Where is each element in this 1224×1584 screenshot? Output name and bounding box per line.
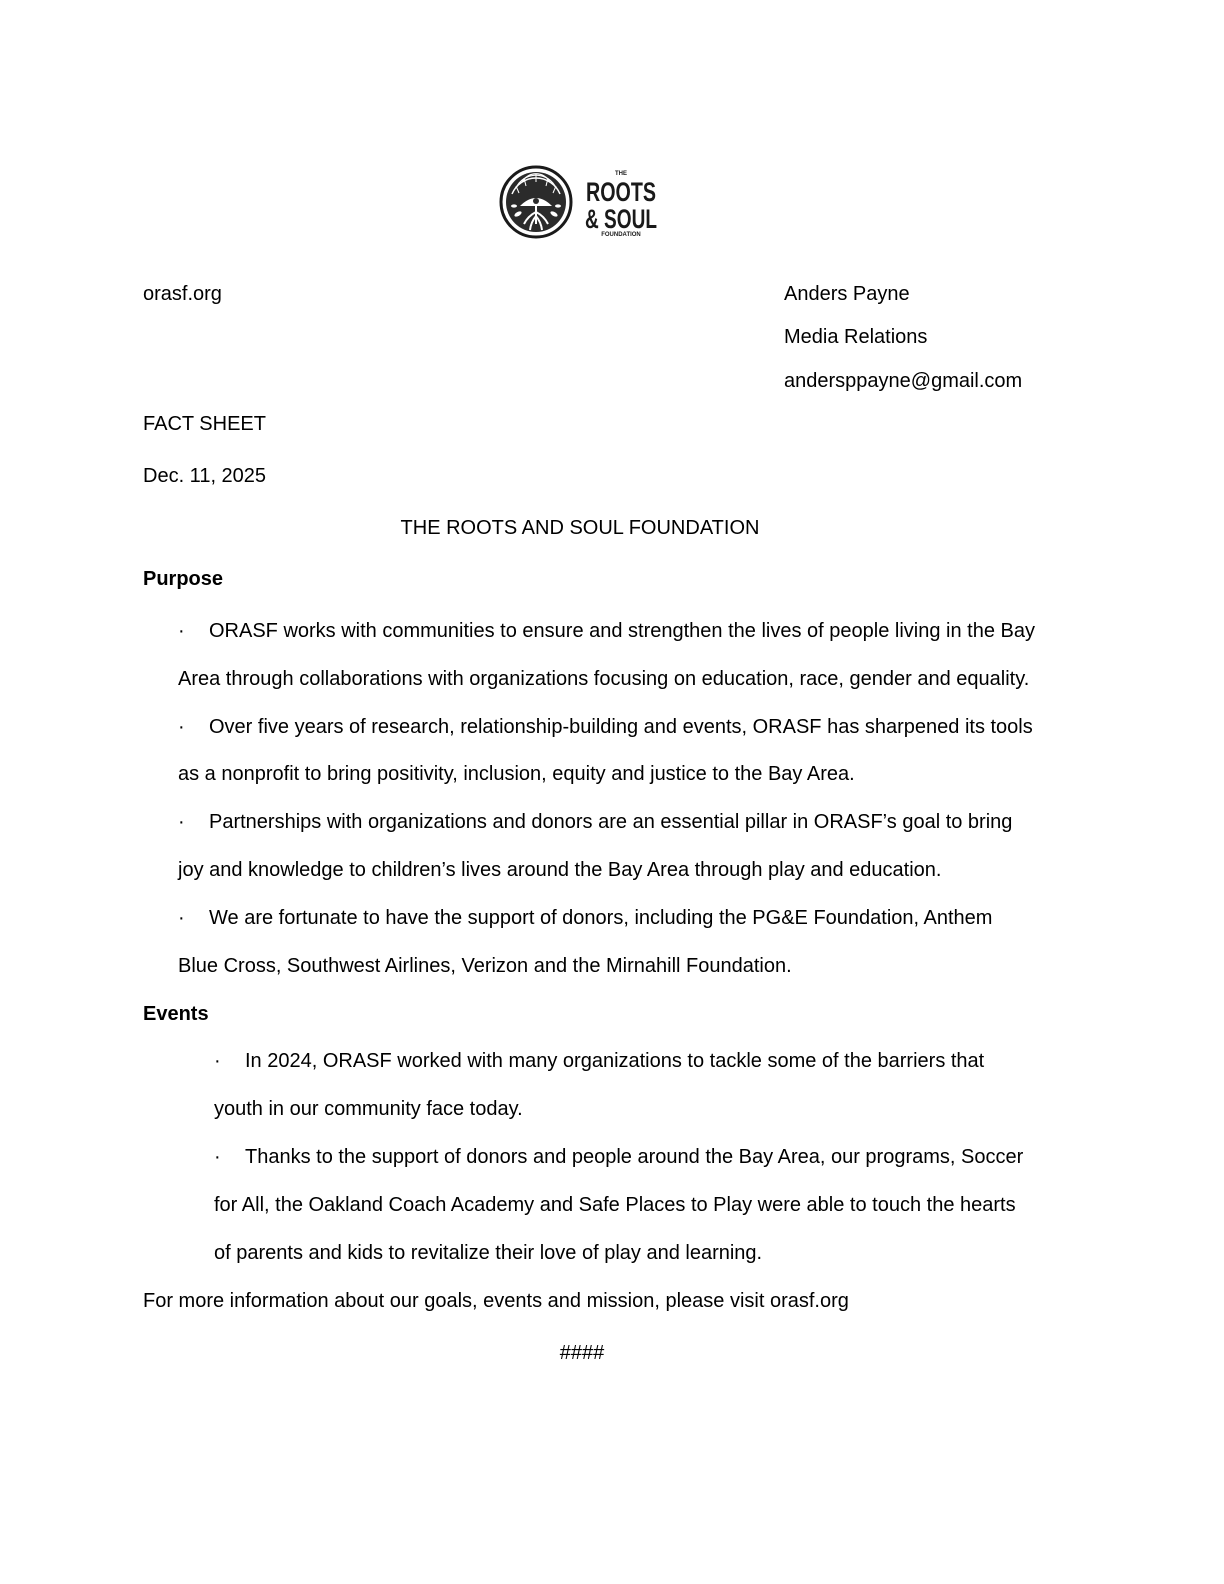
doc-date: Dec. 11, 2025	[143, 465, 267, 487]
purpose-item-1: · ORASF works with communities to ensure and strengthen the lives of people living in the Bay	[178, 620, 1035, 642]
doc-title: THE ROOTS AND SOUL FOUNDATION	[400, 517, 760, 539]
purpose-item-2-cont: as a nonprofit to bring positivity, inclusion, equity and justice to the Bay Area.	[178, 763, 855, 785]
contact-name: Anders Payne	[784, 283, 910, 305]
purpose-heading: Purpose	[143, 568, 224, 590]
website-link[interactable]: orasf.org	[143, 283, 222, 305]
purpose-item-4: · We are fortunate to have the support of donors, including the PG&E Foundation, Anthem	[178, 907, 993, 929]
doc-type: FACT SHEET	[143, 413, 266, 435]
svg-text:& SOUL: & SOUL	[585, 204, 657, 234]
svg-text:THE: THE	[615, 171, 627, 177]
events-item-1-cont: youth in our community face today.	[214, 1098, 523, 1120]
events-heading: Events	[143, 1003, 209, 1025]
events-item-1: · In 2024, ORASF worked with many organizations to tackle some of the barriers that	[214, 1050, 985, 1072]
events-item-2-cont: for All, the Oakland Coach Academy and Safe Places to Play were able to touch the hearts	[214, 1194, 1016, 1216]
svg-text:ROOTS: ROOTS	[586, 177, 656, 207]
bullet-icon: ·	[178, 716, 185, 738]
bullet-icon: ·	[178, 620, 185, 642]
contact-role: Media Relations	[784, 326, 928, 348]
svg-text:FOUNDATION: FOUNDATION	[601, 232, 641, 238]
bullet-icon: ·	[178, 907, 185, 929]
events-item-2-cont-2: of parents and kids to revitalize their love of play and learning.	[214, 1242, 763, 1264]
bullet-icon: ·	[178, 811, 185, 833]
purpose-item-2: · Over five years of research, relationship-building and events, ORASF has sharpened its tools	[178, 716, 1033, 738]
bullet-icon: ·	[214, 1146, 221, 1168]
foundation-logo	[498, 164, 660, 242]
roots-soul-logo-icon	[498, 164, 660, 242]
contact-email[interactable]: andersppayne@gmail.com	[784, 370, 1023, 392]
bullet-icon: ·	[214, 1050, 221, 1072]
purpose-item-1-cont: Area through collaborations with organizations focusing on education, race, gender and equality.	[178, 668, 1030, 690]
purpose-item-3-cont: joy and knowledge to children’s lives around the Bay Area through play and education.	[178, 859, 942, 881]
events-item-2: · Thanks to the support of donors and people around the Bay Area, our programs, Soccer	[214, 1146, 1024, 1168]
purpose-item-3: · Partnerships with organizations and donors are an essential pillar in ORASF’s goal to bring	[178, 811, 1013, 833]
end-mark: ####	[559, 1342, 605, 1364]
footer-info: For more information about our goals, events and mission, please visit orasf.org	[143, 1290, 849, 1312]
purpose-item-4-cont: Blue Cross, Southwest Airlines, Verizon and the Mirnahill Foundation.	[178, 955, 792, 977]
